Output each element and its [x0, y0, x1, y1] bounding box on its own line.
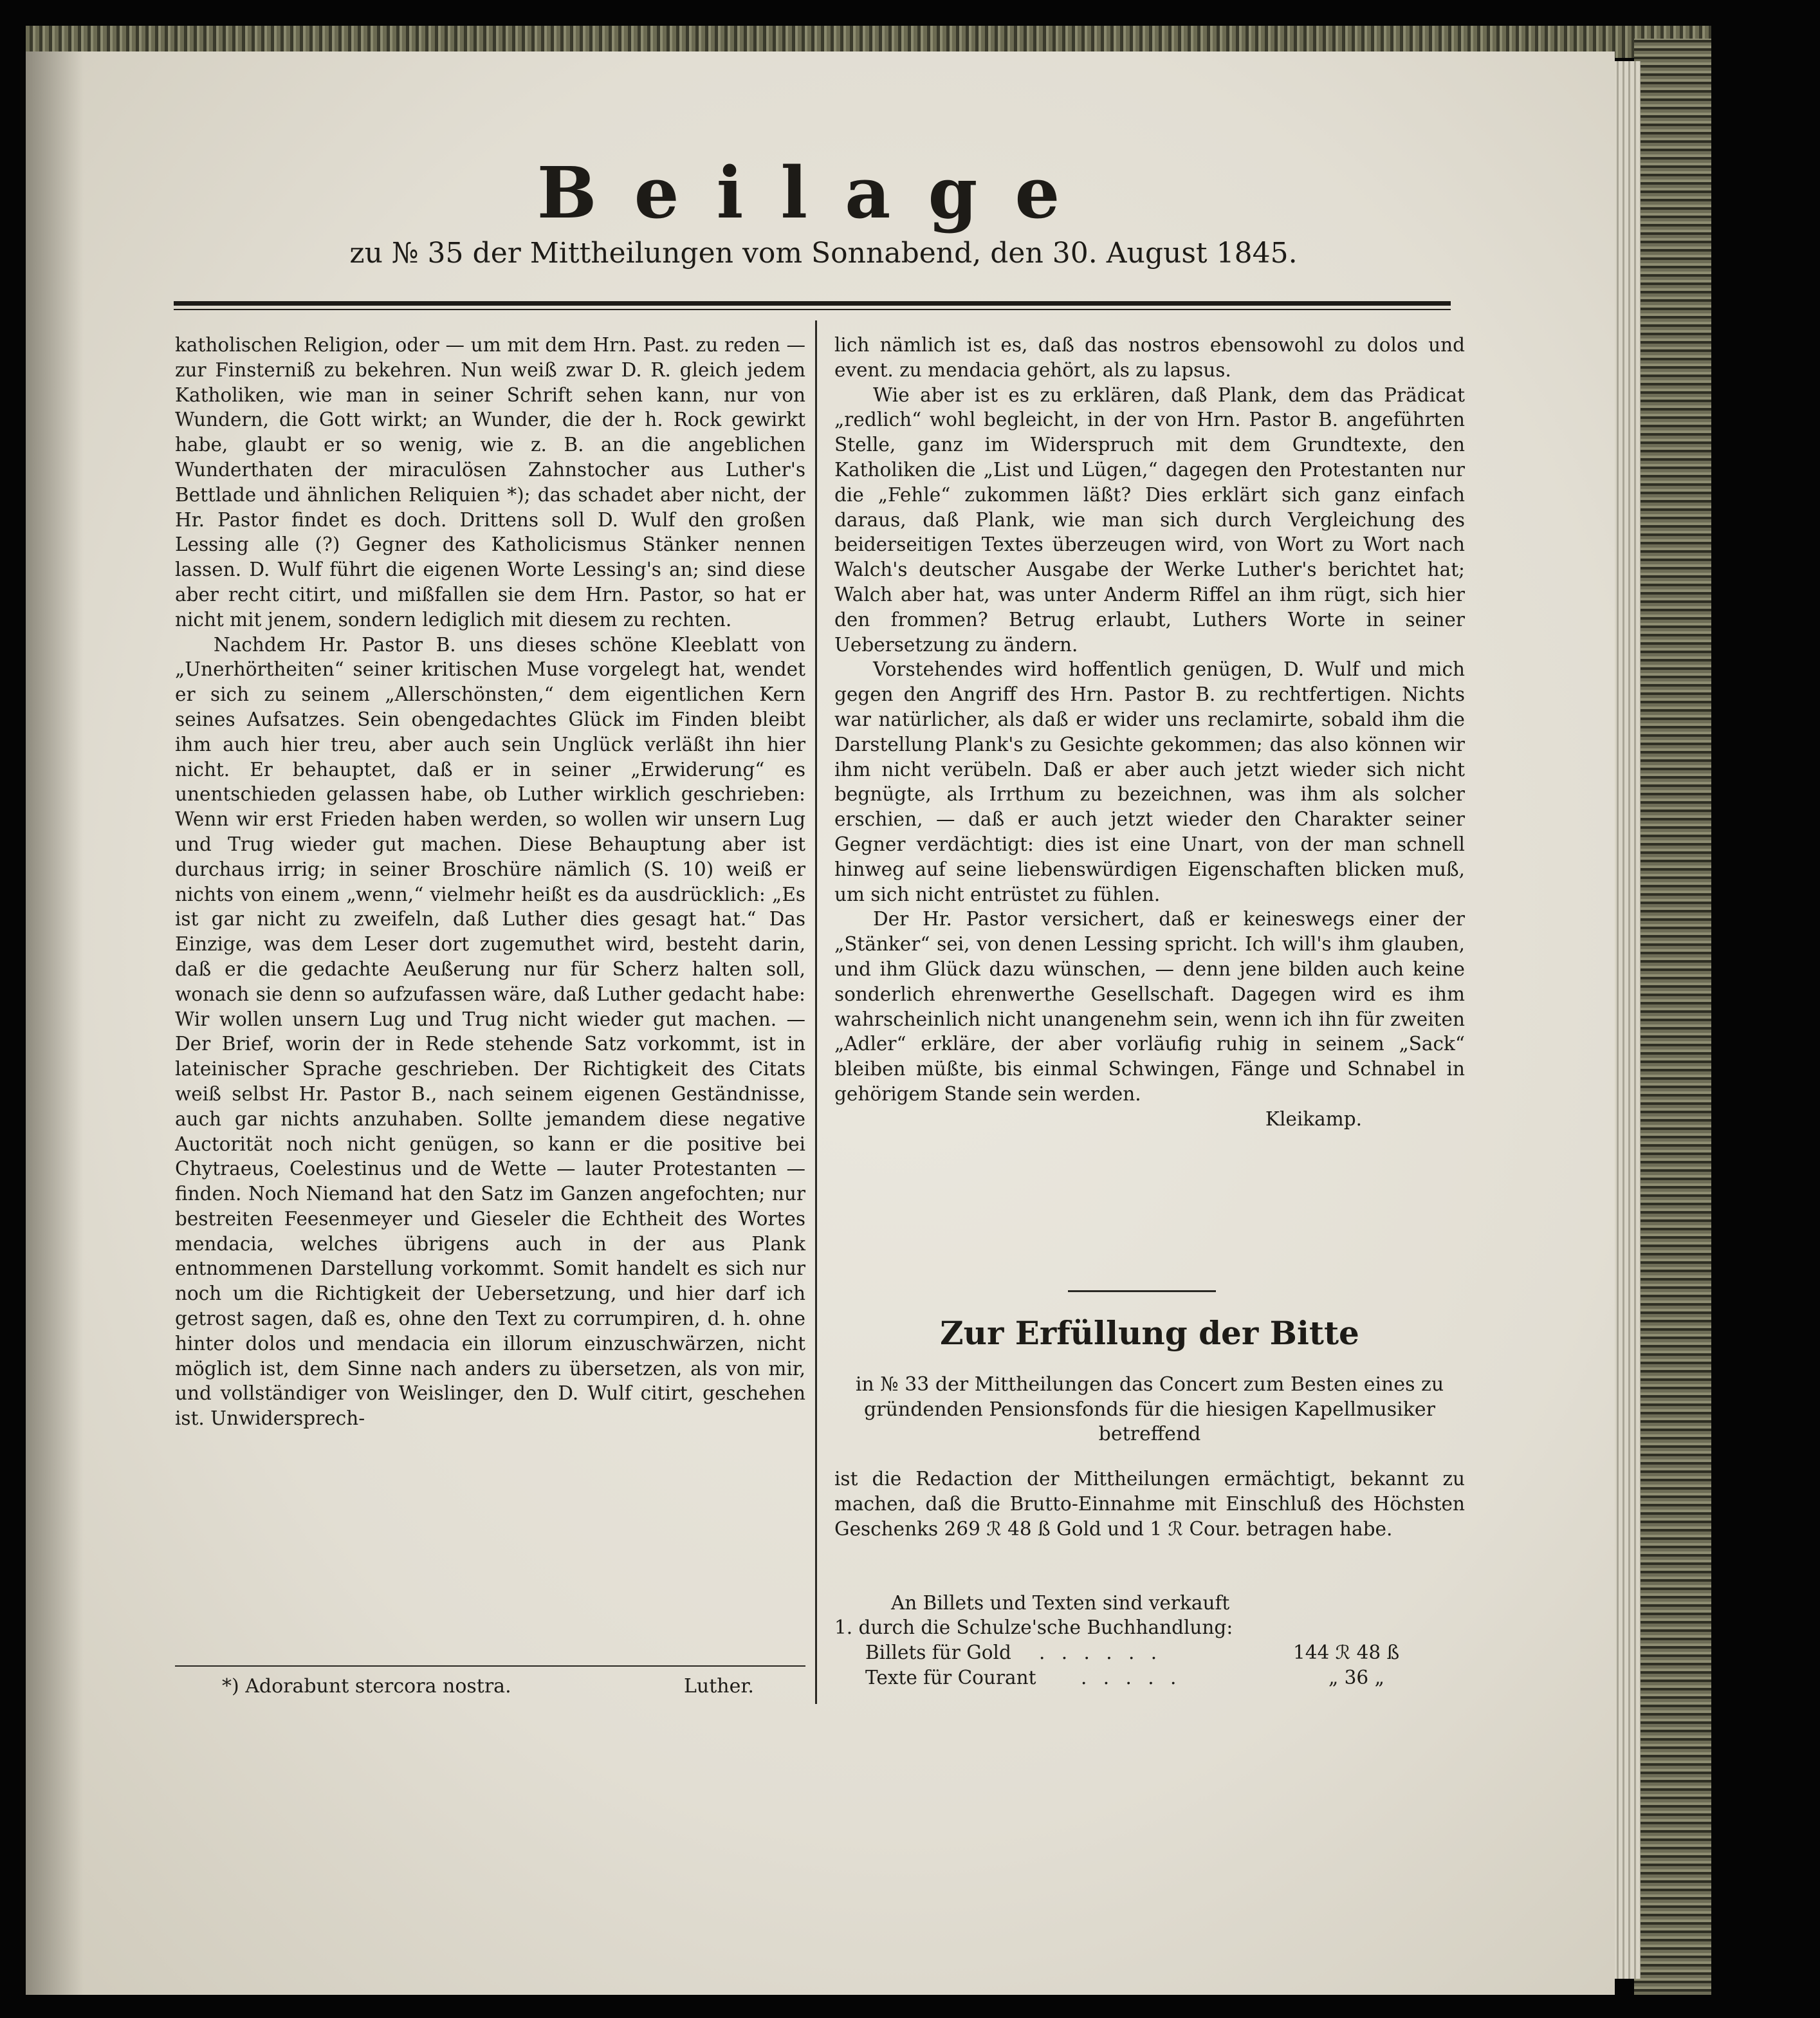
- book-cover-right-edge: [1634, 39, 1711, 1995]
- right-paragraph-1: lich nämlich ist es, daß das nostros ebensowohl zu dolos und event. zu mendacia gehört, als zu lapsus.: [834, 334, 1465, 381]
- sales-row-leader: . . . . . .: [1039, 1642, 1163, 1663]
- section-subheading: in № 33 der Mittheilungen das Concert zum Besten eines zu gründenden Pensionsfonds für die hiesigen Kapellmusiker betreffend: [855, 1373, 1444, 1445]
- header-rule-thick: [174, 301, 1451, 306]
- section-body: ist die Redaction der Mittheilungen ermächtigt, bekannt zu machen, daß die Brutto-Einnahme mit Einschluß des Höchsten Geschenks 269 ℛ 48 ß Gold und 1 ℛ Cour. betragen habe.: [834, 1468, 1465, 1540]
- sales-row-leader: . . . . .: [1081, 1667, 1182, 1689]
- footnote-rule: [175, 1665, 805, 1667]
- column-divider: [815, 320, 817, 1704]
- sales-row-label: Billets für Gold: [865, 1642, 1011, 1663]
- signature: Kleikamp.: [1265, 1107, 1362, 1130]
- binding-shadow: [26, 51, 84, 1995]
- left-paragraph-2: Nachdem Hr. Pastor B. uns dieses schöne Kleeblatt von „Unerhörtheiten“ seiner kritischen Muse vorgelegt hat, wendet er sich zu seinem „Allerschönsten,“ dem eigentlichen Kern seines Aufsatzes. Sein obengedachtes Glück im Finden bleibt ihm auch hier treu, aber auch sein Unglück verläßt ihn hier nicht. Er behauptet, daß er in seiner „Erwiderung“ es unentschieden gelassen habe, ob Luther wirklich geschrieben: Wenn wir erst Frieden haben werden, so wollen wir unsern Lug und Trug wieder gut machen. Diese Behauptung aber ist durchaus irrig; in seiner Broschüre nämlich (S. 10) weiß er nichts von einem „wenn,“ vielmehr heißt es da ausdrücklich: „Es ist gar nicht zu zweifeln, daß Luther dies gesagt hat.“ Das Einzige, was dem Leser dort zugemuthet wird, besteht darin, daß er die gedachte Aeußerung nur für Scherz halten soll, wonach sie denn so aufzufassen wäre, daß Luther gedacht habe: Wir wollen unsern Lug und Trug nicht wieder gut machen. — Der Brief, worin der in Rede stehende Satz vorkommt, ist in lateinischer Sprache geschrieben. Der Richtigkeit des Citats weiß selbst Hr. Pastor B., nach seinem eigenen Geständnisse, auch gar nichts anzuhaben. Sollte jemandem diese negative Auctorität noch nicht genügen, so kann er die positive bei Chytraeus, Coelestinus und de Wette — lauter Protestanten — finden. Noch Niemand hat den Satz im Ganzen angefochten; nur bestreiten Feesenmeyer und Gieseler die Echtheit des Wortes mendacia, welches übrigens auch in der aus Plank entnommenen Darstellung vorkommt. Somit handelt es sich nur noch um die Richtigkeit der Uebersetzung, und hier darf ich getrost sagen, daß es, ohne den Text zu corrumpiren, d. h. ohne hinter dolos und mendacia ein illorum einzuschwärzen, nicht möglich ist, dem Sinne nach anders zu übersetzen, als von mir, und vollständiger von Weislinger, den D. Wulf citirt, geschehen ist. Unwidersprech-: [175, 633, 805, 1430]
- section-heading: Zur Erfüllung der Bitte: [940, 1314, 1359, 1352]
- left-paragraph-1: katholischen Religion, oder — um mit dem Hrn. Past. zu reden — zur Finsterniß zu bekehren. Nun weiß zwar D. R. gleich jedem Katholiken, wie man in seiner Schrift sehen kann, nur von Wundern, die Gott wirkt; an Wunder, die der h. Rock gewirkt habe, glaubt er so wenig, wie z. B. an die angeblichen Wunderthaten der miraculösen Zahnstocher aus Luther's Bettlade und ähnlichen Reliquien *); das schadet aber nicht, der Hr. Pastor findet es doch. Drittens soll D. Wulf den großen Lessing alle (?) Gegner des Katholicismus Stänker nennen lassen. D. Wulf führt die eigenen Worte Lessing's an; sind diese aber recht citirt, und mißfallen sie dem Hrn. Pastor, so hat er nicht mit jenem, sondern lediglich mit diesem zu rechten.: [175, 334, 805, 631]
- right-paragraph-3: Vorstehendes wird hoffentlich genügen, D. Wulf und mich gegen den Angriff des Hrn. Pastor B. zu rechtfertigen. Nichts war natürlicher, als daß er wider uns reclamirte, sobald ihm die Darstellung Plank's zu Gesichte gekommen; das also können wir ihm nicht verübeln. Daß er aber auch jetzt wieder sich nicht begnügte, als Irrthum zu bezeichnen, was ihm als solcher erschien, — daß er auch jetzt wieder den Charakter seiner Gegner verdächtigt: dies ist eine Unart, von der man schnell hinweg auf seine liebenswürdigen Eigenschaften blicken muß, um sich nicht entrüstet zu fühlen.: [834, 658, 1465, 905]
- left-column: [175, 333, 805, 1431]
- header-rule-thin: [174, 309, 1451, 310]
- right-column: [834, 333, 1465, 1132]
- right-paragraph-2: Wie aber ist es zu erklären, daß Plank, dem das Prädicat „redlich“ wohl begleicht, in der von Hrn. Pastor B. angeführten Stelle, ganz im Widerspruch mit dem Grundtexte, den Katholiken die „List und Lügen,“ dagegen den Protestanten nur die „Fehle“ zukommen läßt? Dies erklärt sich ganz einfach daraus, daß Plank, wie man sich durch Vergleichung des beiderseitigen Textes überzeugen wird, von Wort zu Wort nach Walch's deutscher Ausgabe der Werke Luther's berichtet hat; Walch aber hat, was unter Anderm Riffel an ihm rügt, sich hier den frommen? Betrug erlaubt, Luthers Worte in seiner Uebersetzung zu ändern.: [834, 384, 1465, 656]
- section-separator: [1068, 1290, 1216, 1292]
- sales-row-value: „ 36 „: [1328, 1667, 1384, 1689]
- masthead-subtitle: zu № 35 der Mittheilungen vom Sonnabend, den 30. August 1845.: [349, 237, 1298, 270]
- footnote-author: Luther.: [684, 1675, 754, 1698]
- sales-row-label: Texte für Courant: [865, 1667, 1036, 1689]
- masthead-title: Beilage: [537, 151, 1098, 234]
- right-paragraph-4: Der Hr. Pastor versichert, daß er keineswegs einer der „Stänker“ sei, von denen Lessing spricht. Ich will's ihm glauben, und ihm Glück dazu wünschen, — denn jene bilden auch keine sonderlich ehrenwerthe Gesellschaft. Dagegen wird es ihm wahrscheinlich nicht unangenehm sein, wenn ich ihn für zweiten „Adler“ erkläre, der aber vorläufig ruhig in seinem „Sack“ bleiben müßte, bis einmal Schwingen, Fänge und Schnabel in gehörigem Stande sein werden.: [834, 908, 1465, 1105]
- footnote-text: *) Adorabunt stercora nostra.: [222, 1675, 511, 1698]
- sold-item-1: 1. durch die Schulze'sche Buchhandlung:: [834, 1616, 1233, 1638]
- sold-intro: An Billets und Texten sind verkauft: [891, 1592, 1230, 1614]
- sales-row-value: 144 ℛ 48 ß: [1293, 1642, 1400, 1663]
